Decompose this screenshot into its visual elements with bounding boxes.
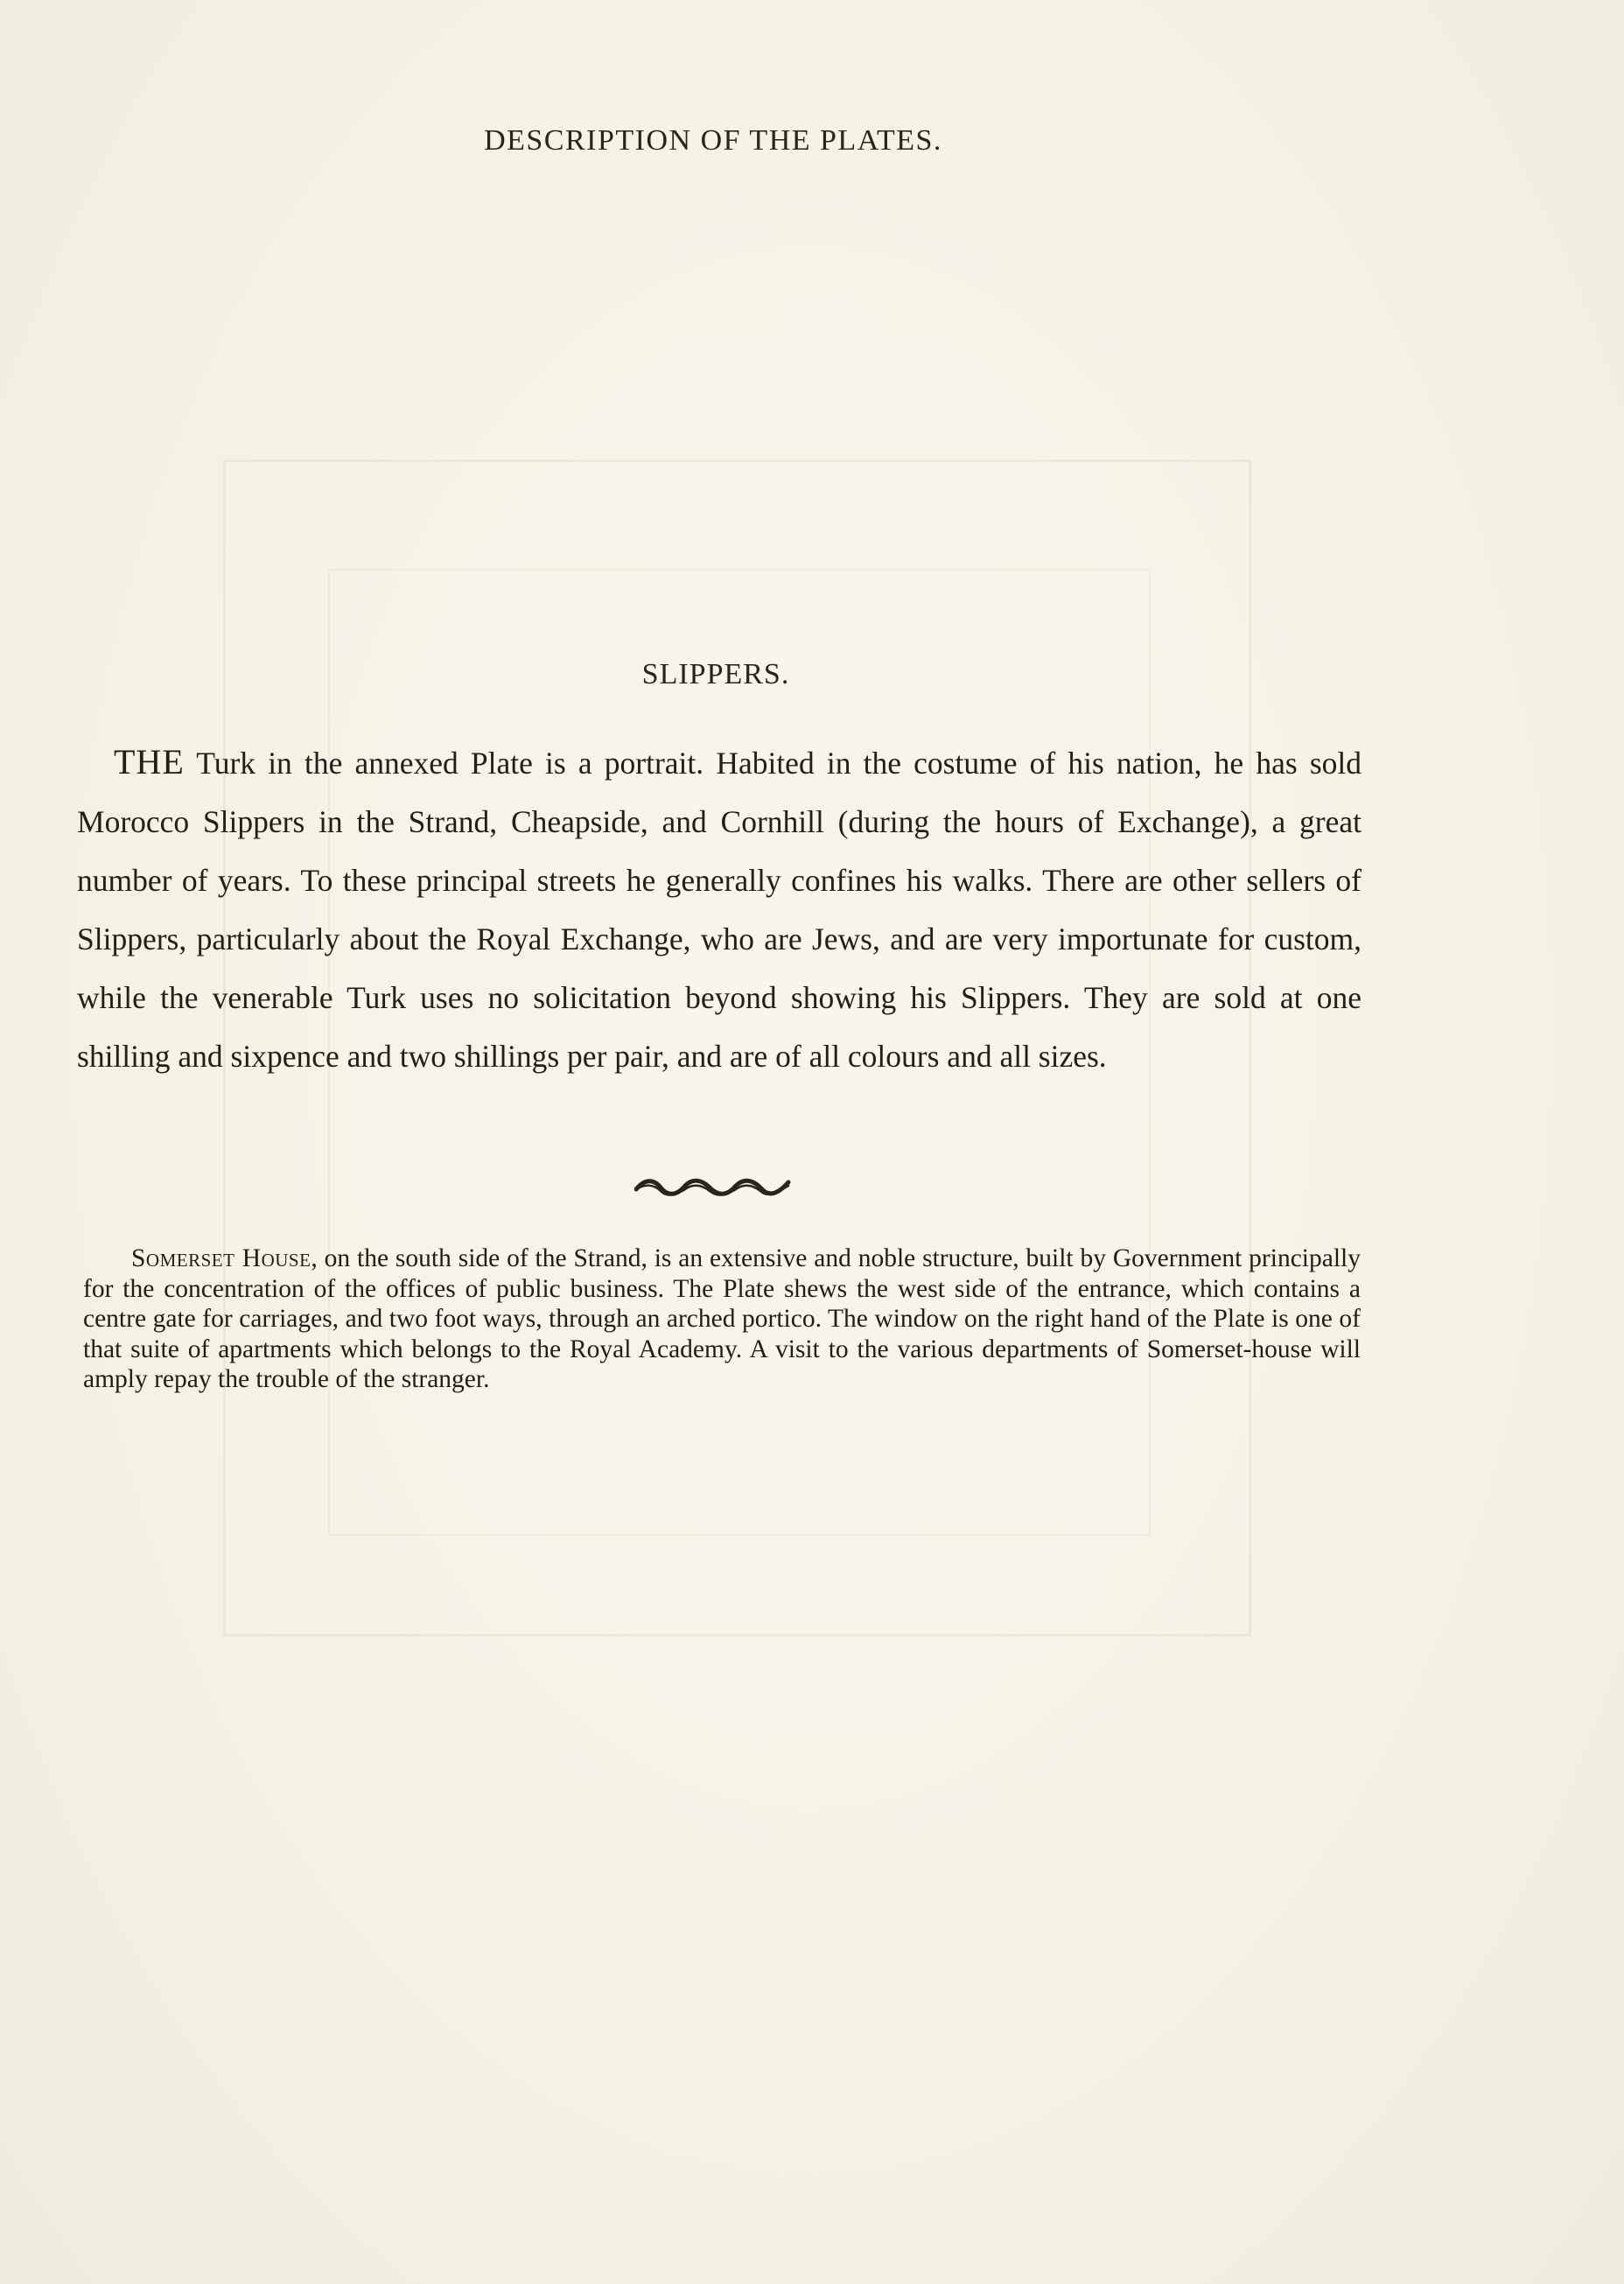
body-lead: [77, 742, 185, 781]
note-paragraph: [83, 1244, 1361, 1395]
body-paragraph: [77, 732, 1362, 1086]
decorative-wave-ornament-icon: [634, 1177, 792, 1198]
body-paragraph-text: Turk in the annexed Plate is a portrait. Habited in the costume of his nation, he has sold Morocco Slippers in the Strand, Cheapside, and Cornhill (during the hours of Exchange), a great number of years. To these principal streets he generally confines his walks. There are other sellers of Slippers, particularly about the Royal Exchange, who are Jews, and are very importunate for custom, while the venerable Turk uses no solicitation beyond showing his Slippers. They are sold at one shilling and sixpence and two shillings per pair, and are of all colours and all sizes.: [77, 746, 1362, 1074]
note-lead-words: Somerset House: [131, 1244, 312, 1272]
section-title: SLIPPERS.: [641, 658, 790, 690]
note-paragraph-text: , on the south side of the Strand, is an extensive and noble structure, built by Government principally for the concentration of the offices of public business. The Plate shews the west side of the entrance, which contains a centre gate for carriages, and two foot ways, through an arched portico. The window on the right hand of the Plate is one of that suite of apartments which belongs to the Royal Academy. A visit to the various departments of Somerset-house will amply repay the trouble of the stranger.: [83, 1244, 1361, 1393]
note-lead: [83, 1244, 311, 1272]
running-head: DESCRIPTION OF THE PLATES.: [484, 124, 942, 157]
body-lead-word: THE: [114, 742, 185, 781]
